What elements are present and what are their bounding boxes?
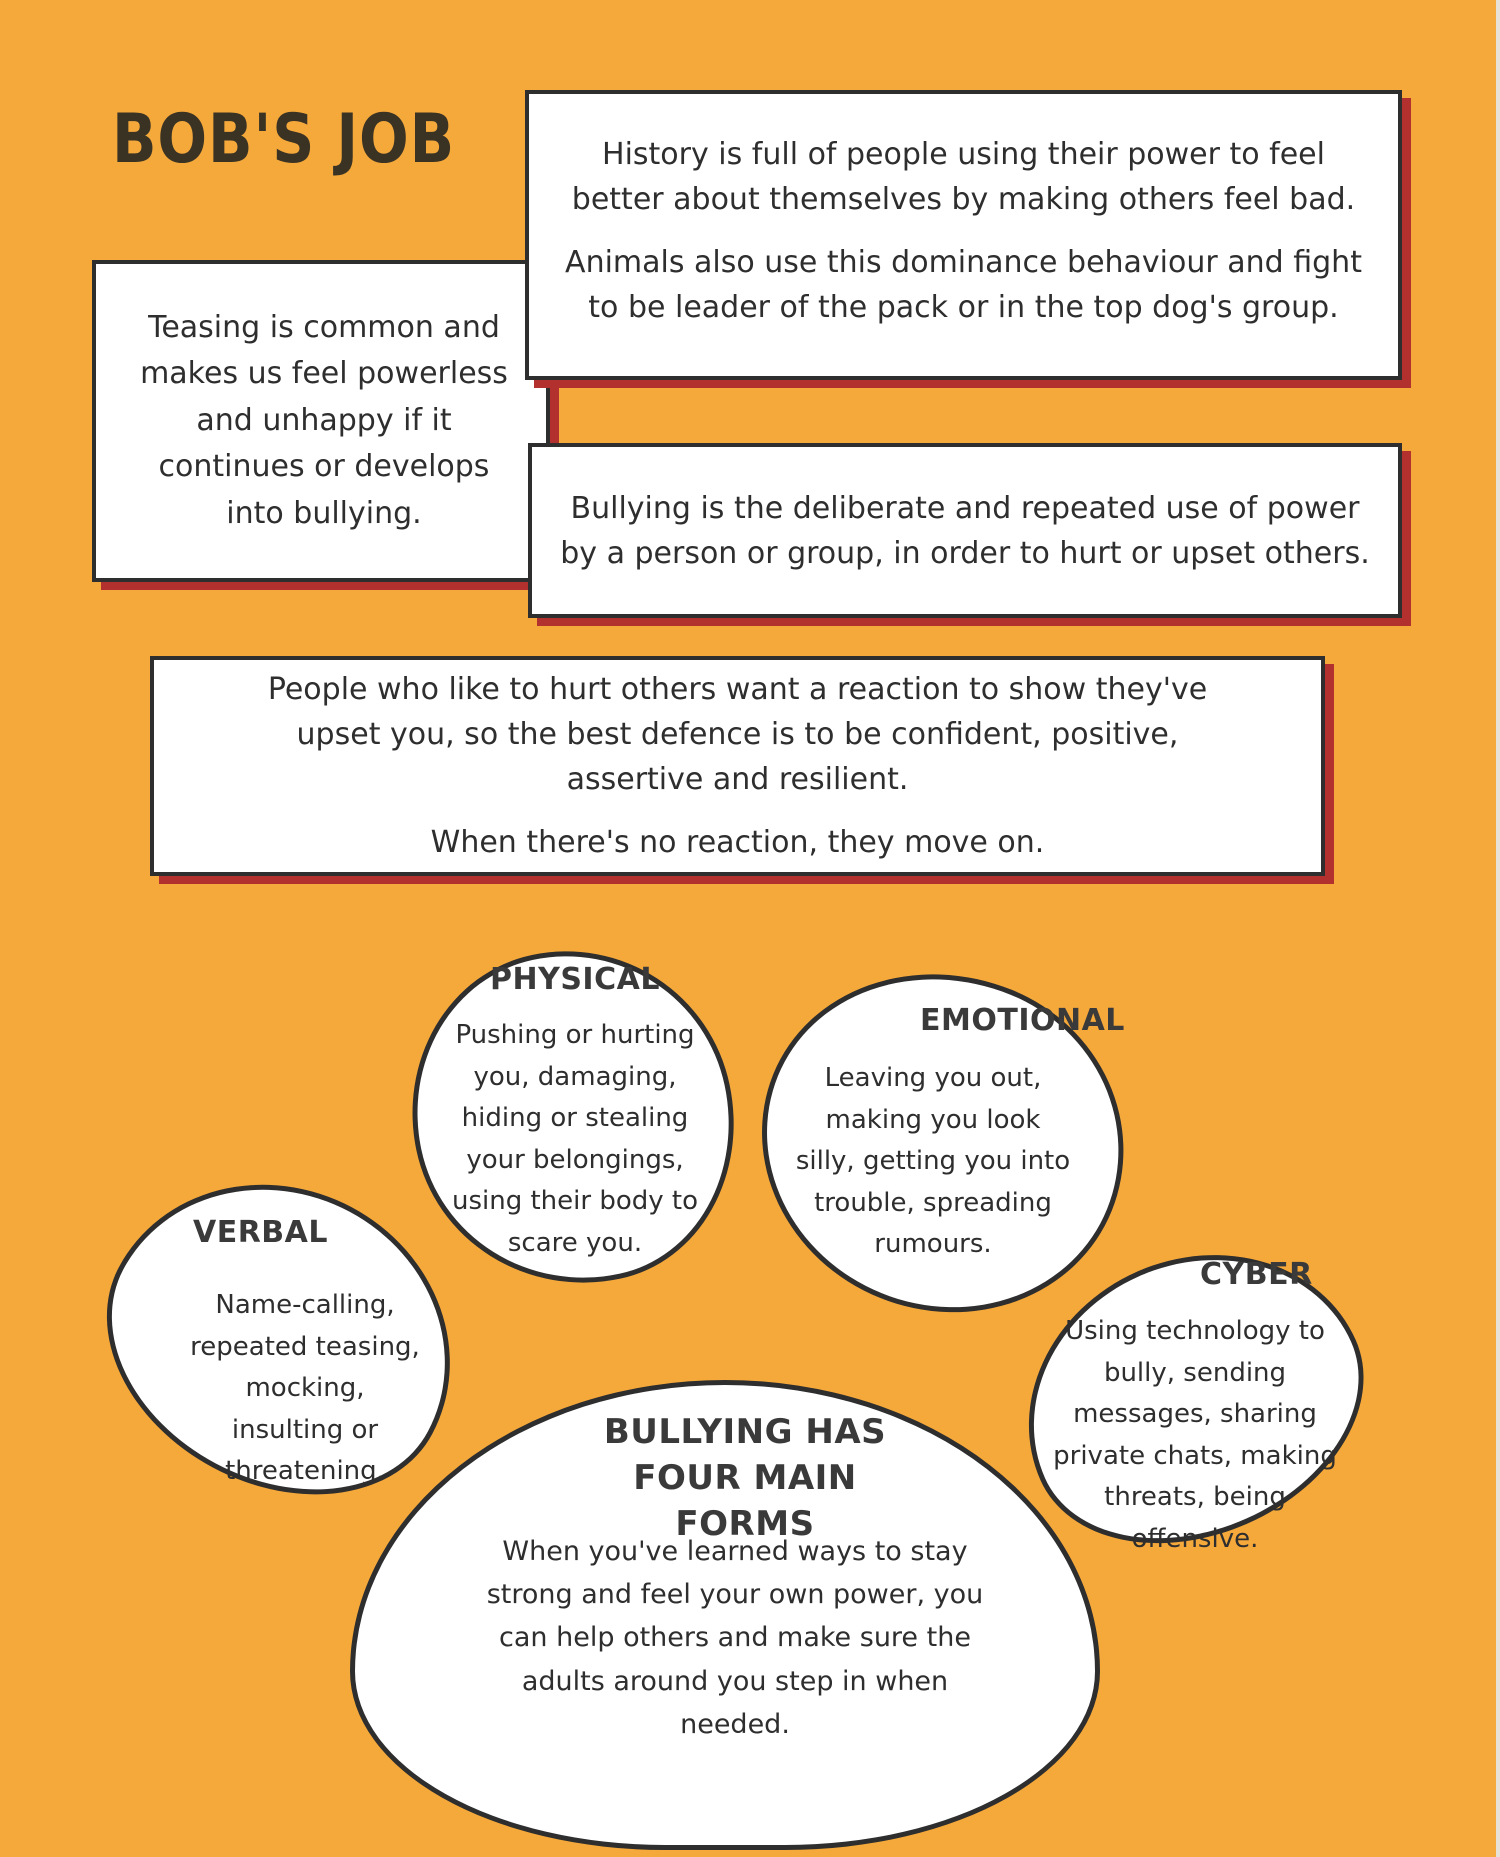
animals-paragraph: Animals also use this dominance behaviour and fight to be leader of the pack or in the top dog's group. — [565, 245, 1362, 325]
verbal-label: VERBAL — [193, 1215, 329, 1250]
physical-label: PHYSICAL — [490, 962, 660, 997]
main-heading: BULLYING HAS FOUR MAIN FORMS — [603, 1412, 887, 1544]
reaction-paragraph: People who like to hurt others want a reaction to show they've upset you, so the best defence is to be confident, positive, assertive and resilient. — [267, 672, 1208, 797]
emotional-text: Leaving you out, making you look silly, getting you into trouble, spreading rumours. — [795, 1063, 1071, 1260]
history-box — [525, 90, 1402, 380]
emotional-label: EMOTIONAL — [920, 1003, 1125, 1038]
cyber-text: Using technology to bully, sending messages, sharing private chats, making threats, being offensive. — [1053, 1316, 1337, 1554]
page-edge — [1496, 0, 1500, 1857]
definition-text: Bullying is the deliberate and repeated use of power by a person or group, in order to hurt or upset others. — [560, 490, 1370, 571]
main-text: When you've learned ways to stay strong and feel your own power, you can help others and make sure the adults around you step in when needed. — [486, 1536, 984, 1740]
no-reaction-paragraph: When there's no reaction, they move on. — [430, 825, 1045, 860]
physical-text: Pushing or hurting you, damaging, hiding or stealing your belongings, using their body to scare you. — [451, 1020, 698, 1258]
history-paragraph: History is full of people using their power to feel better about themselves by making others feel bad. — [571, 137, 1356, 217]
verbal-text: Name-calling, repeated teasing, mocking, insulting or threatening. — [190, 1290, 420, 1487]
definition-box — [528, 443, 1402, 618]
cyber-label: CYBER — [1200, 1257, 1313, 1292]
teasing-text: Teasing is common and makes us feel powerless and unhappy if it continues or develops into bullying. — [140, 309, 508, 531]
reaction-box — [150, 656, 1325, 876]
teasing-box — [92, 260, 550, 582]
page-title: BOB'S JOB — [112, 100, 456, 179]
